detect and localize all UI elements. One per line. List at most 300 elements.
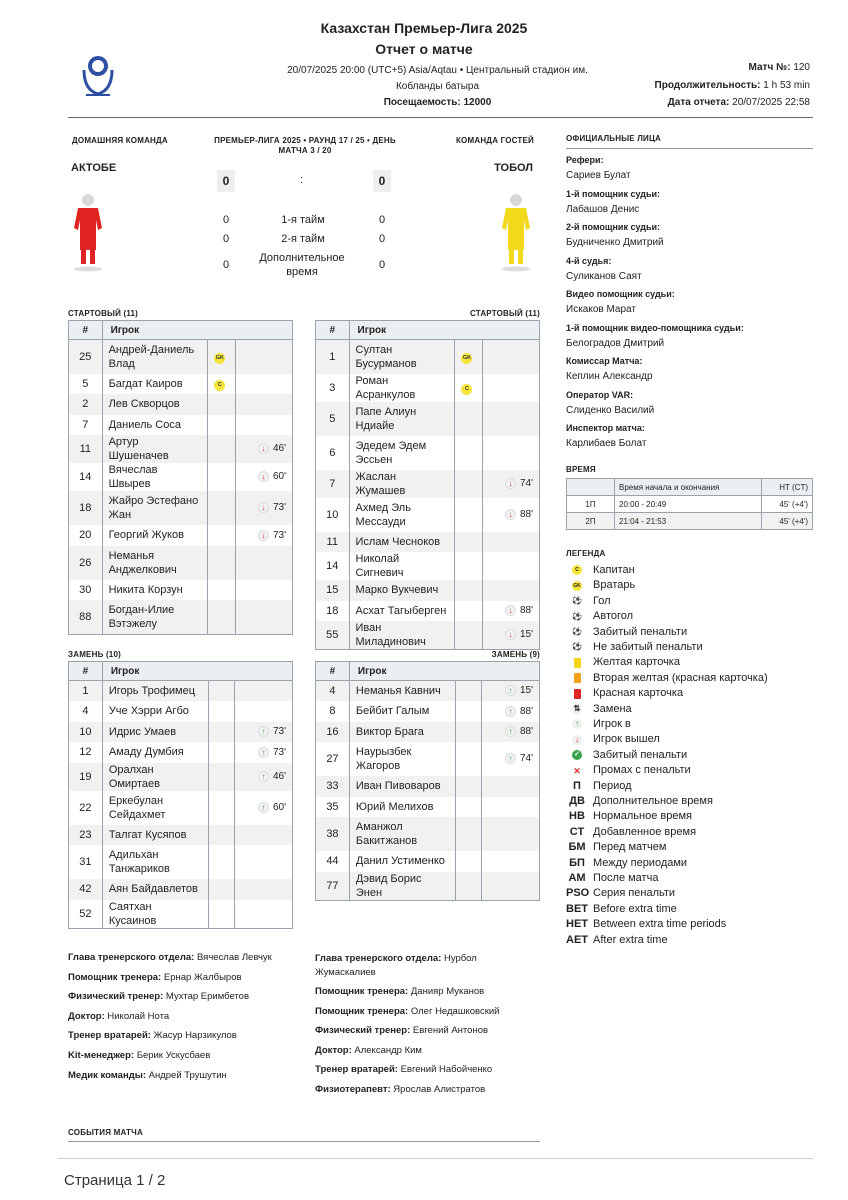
goal-icon: ⚽ — [572, 596, 582, 606]
player-badge — [208, 340, 235, 374]
away-subs-label: ЗАМЕНЬ (9) — [491, 650, 540, 659]
player-name: Лев Скворцов — [102, 394, 208, 415]
player-badge — [208, 374, 235, 395]
home-kit-icon — [72, 192, 104, 277]
captain-icon — [566, 563, 588, 578]
player-number: 22 — [69, 791, 103, 825]
penalty-miss-icon — [566, 640, 588, 655]
official-role: 1-й помощник видео-помощника судьи: — [566, 322, 744, 333]
legend-item — [566, 856, 687, 871]
player-badge — [455, 436, 482, 470]
time-table — [566, 478, 813, 530]
official-name: Лабашов Денис — [566, 203, 640, 215]
own-goal-icon — [566, 609, 588, 624]
home-team-label: ДОМАШНЯЯ КОМАНДА — [72, 136, 168, 145]
legend-item — [566, 871, 658, 886]
player-event — [235, 340, 292, 374]
player-number: 4 — [69, 701, 103, 722]
player-number: 19 — [69, 763, 103, 791]
official-name: Будниченко Дмитрий — [566, 237, 664, 248]
official-name: Карлибаев Болат — [566, 438, 647, 449]
table-row — [316, 580, 540, 601]
player-name: Виктор Брага — [349, 722, 455, 743]
player-event — [235, 763, 293, 791]
event-minute: 60' — [272, 471, 286, 483]
player-name: Марко Вукчевич — [349, 580, 455, 601]
legend-label: Вторая желтая (красная карточка) — [593, 671, 768, 684]
penalty-goal-icon — [566, 625, 588, 640]
legend-label: Период — [593, 779, 632, 792]
legend-item — [566, 578, 635, 593]
player-number: 6 — [316, 436, 350, 470]
footer-divider — [58, 1158, 813, 1159]
penalty-scored-icon — [566, 748, 588, 763]
half-score-row-extra: 0 Дополнительное время 0 — [222, 252, 386, 278]
col-player: Игрок — [349, 662, 539, 681]
table-row — [69, 491, 293, 525]
legend-item — [566, 640, 703, 655]
player-out-icon: ↓ — [505, 629, 516, 640]
report-date: Дата отчета: 20/07/2025 22:58 — [667, 97, 810, 108]
league-logo — [80, 52, 116, 98]
player-event — [235, 435, 292, 463]
penalty-missed-icon — [566, 763, 588, 778]
col-number: # — [69, 321, 103, 340]
legend-item — [566, 933, 668, 948]
player-number: 35 — [316, 797, 350, 818]
player-out-icon: ↓ — [505, 509, 516, 520]
penalty-goal-icon: ⚽ — [572, 626, 582, 636]
event-minute: 60' — [272, 802, 286, 814]
legend-item — [566, 840, 666, 855]
table-row — [316, 817, 540, 851]
away-team-name: ТОБОЛ — [494, 162, 533, 174]
table-row — [316, 621, 540, 650]
player-event — [235, 394, 292, 415]
player-badge — [208, 491, 235, 525]
player-number: 2 — [69, 394, 103, 415]
table-row — [69, 435, 293, 463]
player-name: Андрей-Даниель Влад — [102, 340, 208, 374]
player-badge — [209, 742, 235, 763]
player-name: Эдедем Эдем Эссьен — [349, 436, 455, 470]
player-number: 3 — [316, 374, 350, 402]
legend-item — [566, 671, 768, 686]
player-in-icon — [566, 717, 588, 732]
goal-icon — [566, 594, 588, 609]
player-event — [482, 601, 539, 622]
player-event — [482, 681, 540, 702]
away-team-label: КОМАНДА ГОСТЕЙ — [455, 136, 534, 145]
player-badge — [455, 742, 481, 776]
player-name: Никита Корзун — [102, 580, 208, 601]
player-number: 14 — [69, 463, 103, 491]
legend-item — [566, 702, 632, 717]
event-minute: 46' — [272, 443, 286, 455]
report-subtitle: Отчет о матче — [375, 41, 473, 57]
player-number: 10 — [69, 722, 103, 743]
legend-title: ЛЕГЕНДА — [566, 549, 606, 558]
substitution-icon — [566, 702, 588, 717]
player-number: 52 — [69, 900, 103, 929]
player-name: Ахмед Эль Мессауди — [349, 498, 455, 532]
player-event — [235, 879, 293, 900]
captain-icon: C — [572, 565, 582, 575]
player-name: Неманья Анджелкович — [102, 546, 208, 580]
player-event — [482, 797, 540, 818]
event-minute: 88' — [519, 509, 533, 521]
header-divider — [68, 117, 813, 118]
player-in-icon: ↑ — [505, 753, 516, 764]
player-name: Багдат Каиров — [102, 374, 208, 395]
time-period: 1П — [567, 496, 615, 513]
player-name: Артур Шушеначев — [102, 435, 208, 463]
player-out-icon: ↓ — [258, 471, 269, 482]
legend-item — [566, 917, 726, 932]
time-range: 20:00 - 20:49 — [615, 496, 762, 513]
player-badge — [208, 415, 235, 436]
player-event — [235, 742, 293, 763]
table-row — [316, 374, 540, 402]
official-role: Рефери: — [566, 155, 604, 165]
player-event — [235, 463, 292, 491]
player-badge — [455, 701, 481, 722]
player-number: 11 — [69, 435, 103, 463]
time-col-range: Время начала и окончания — [615, 479, 762, 496]
player-out-icon — [566, 732, 588, 747]
home-subs-label: ЗАМЕНЬ (10) — [68, 650, 121, 659]
official-name: Слиденко Василий — [566, 404, 655, 416]
staff-entry: Физический тренер: Евгений Антонов — [315, 1025, 489, 1037]
legend-label: Забитый пенальти — [593, 625, 688, 638]
player-name: Игорь Трофимец — [102, 681, 208, 702]
player-event — [482, 851, 540, 872]
player-badge — [455, 722, 481, 743]
official-name: Сариев Булат — [566, 170, 631, 181]
player-badge — [455, 374, 482, 402]
home-starting-table — [68, 320, 293, 635]
event-minute: 46' — [272, 771, 286, 783]
player-badge — [455, 851, 481, 872]
legend-item — [566, 794, 713, 809]
legend-label: Игрок в — [593, 718, 631, 730]
legend-item — [566, 609, 633, 624]
legend-item — [566, 686, 683, 701]
player-event — [482, 742, 540, 776]
legend-abbr: BET — [566, 902, 588, 915]
player-number: 16 — [316, 722, 350, 743]
player-number: 18 — [69, 491, 103, 525]
player-badge — [455, 601, 482, 622]
player-number: 1 — [316, 340, 350, 374]
red-card-icon — [574, 689, 581, 699]
legend-label: Серия пенальти — [593, 887, 676, 900]
table-row — [69, 463, 293, 491]
player-name: Бейбит Галым — [349, 701, 455, 722]
event-minute: 88' — [519, 705, 533, 717]
legend-abbr: АМ — [568, 872, 586, 884]
legend-item — [566, 779, 632, 794]
table-row — [69, 722, 293, 743]
player-name: Вячеслав Швырев — [102, 463, 208, 491]
player-number: 7 — [316, 470, 350, 498]
staff-entry: Тренер вратарей: Жасур Нарзикулов — [68, 1030, 237, 1042]
player-event — [482, 580, 539, 601]
staff-entry: Доктор: Николай Нота — [68, 1010, 170, 1022]
player-in-icon: ↑ — [258, 771, 269, 782]
player-badge — [208, 600, 235, 634]
legend-label: После матча — [593, 872, 659, 884]
table-row — [316, 402, 540, 436]
table-row — [316, 470, 540, 498]
legend-abbr: П — [573, 779, 581, 792]
player-badge — [455, 817, 481, 851]
player-badge — [455, 498, 482, 532]
player-event — [235, 791, 293, 825]
player-badge — [209, 791, 235, 825]
home-score: 0 — [217, 170, 235, 192]
home-starting-label: СТАРТОВЫЙ (11) — [68, 309, 139, 318]
player-badge — [208, 394, 235, 415]
player-event — [482, 498, 539, 532]
official-name: Кеплин Александр — [566, 371, 653, 382]
legend-item — [566, 809, 692, 824]
player-number: 30 — [69, 580, 103, 601]
player-name: Уче Хэрри Агбо — [102, 701, 208, 722]
legend-item — [566, 748, 687, 763]
round-info: ПРЕМЬЕР-ЛИГА 2025 • РАУНД 17 / 25 • ДЕНЬ МАТЧА 3 / 20 — [214, 136, 396, 155]
legend-item — [566, 763, 691, 778]
table-row — [316, 601, 540, 622]
legend-label: Добавленное время — [593, 825, 697, 838]
player-badge — [455, 580, 482, 601]
player-badge — [455, 621, 482, 650]
goalkeeper-icon: GK — [573, 582, 581, 589]
player-in-icon: ↑ — [258, 726, 269, 737]
legend-item — [566, 655, 680, 670]
substitution-icon: ⇅ — [573, 703, 581, 713]
player-number: 1 — [69, 681, 103, 702]
staff-entry: Тренер вратарей: Евгений Набойченко — [315, 1064, 493, 1076]
table-row — [316, 436, 540, 470]
player-in-icon: ↑ — [258, 747, 269, 758]
player-name: Богдан-Илие Вэтэжелу — [102, 600, 208, 634]
player-number: 5 — [316, 402, 350, 436]
player-number: 18 — [316, 601, 350, 622]
player-event — [482, 621, 539, 650]
table-row — [316, 722, 540, 743]
player-badge — [209, 681, 235, 702]
player-badge — [455, 681, 481, 702]
report-title: Казахстан Премьер-Лига 2025 — [320, 20, 528, 36]
player-in-icon: ↑ — [258, 802, 269, 813]
player-name: Асхат Тагыберген — [349, 601, 455, 622]
player-number: 26 — [69, 546, 103, 580]
table-row — [316, 498, 540, 532]
player-number: 31 — [69, 845, 103, 879]
player-number: 10 — [316, 498, 350, 532]
table-row — [69, 763, 293, 791]
table-row — [69, 879, 293, 900]
staff-entry: Помощник тренера: Олег Недашковский — [315, 1005, 500, 1017]
player-out-icon: ↓ — [258, 530, 269, 541]
table-row — [69, 900, 293, 929]
event-minute: 74' — [519, 478, 533, 490]
officials-title: ОФИЦИАЛЬНЫЕ ЛИЦА — [566, 134, 661, 143]
player-name: Талгат Кусяпов — [102, 825, 208, 846]
yellow-card-icon — [574, 658, 581, 668]
red-card-icon — [566, 686, 588, 701]
legend-item — [566, 825, 696, 840]
player-name: Неманья Кавнич — [349, 681, 455, 702]
legend-item — [566, 563, 635, 578]
player-in-icon: ↑ — [505, 726, 516, 737]
away-starting-label: СТАРТОВЫЙ (11) — [469, 309, 540, 318]
player-event — [482, 374, 539, 402]
player-event — [235, 845, 293, 879]
player-badge — [208, 580, 235, 601]
legend-item — [566, 886, 675, 901]
match-datetime-venue: 20/07/2025 20:00 (UTC+5) Asia/Aqtau • Центральный стадион им. Кобланды батыра Посещаемость: 12000 — [287, 65, 588, 108]
staff-entry: Доктор: Александр Ким — [315, 1044, 422, 1056]
table-row — [69, 415, 293, 436]
legend-label: Дополнительное время — [593, 795, 713, 807]
staff-entry: Глава тренерского отдела: Вячеслав Левчук — [68, 952, 272, 963]
player-number: 42 — [69, 879, 103, 900]
player-name: Идрис Умаев — [102, 722, 208, 743]
player-number: 77 — [316, 872, 350, 901]
official-role: Оператор VAR: — [566, 389, 634, 400]
legend-label: Капитан — [593, 564, 635, 576]
table-header — [316, 321, 540, 340]
legend-label: Промах с пенальти — [593, 764, 691, 777]
legend-label: Автогол — [593, 610, 634, 623]
event-minute: 88' — [519, 726, 533, 738]
player-name: Иван Пивоваров — [349, 776, 455, 797]
penalty-missed-icon: ✕ — [573, 765, 581, 776]
player-event — [235, 681, 293, 702]
table-row — [69, 600, 293, 634]
player-name: Жаслан Жумашев — [349, 470, 455, 498]
player-event — [482, 701, 540, 722]
player-in-icon: ↑ — [572, 719, 582, 729]
table-row — [316, 681, 540, 702]
table-row — [69, 791, 293, 825]
player-event — [235, 374, 292, 395]
events-divider — [68, 1141, 540, 1142]
time-title: ВРЕМЯ — [566, 465, 596, 474]
table-row — [316, 872, 540, 901]
player-event — [235, 580, 292, 601]
player-in-icon: ↑ — [505, 706, 516, 717]
legend-label: Не забитый пенальти — [593, 641, 703, 653]
legend-item — [566, 902, 677, 917]
table-row — [316, 532, 540, 553]
time-ht: 45' (+4') — [762, 496, 813, 513]
player-number: 38 — [316, 817, 350, 851]
player-badge — [209, 701, 235, 722]
legend-label: Игрок вышел — [593, 733, 660, 746]
col-player: Игрок — [349, 321, 539, 340]
captain-icon: C — [461, 384, 472, 395]
second-yellow-icon — [566, 671, 588, 686]
second-yellow-icon — [574, 673, 581, 683]
player-name: Иван Миладинович — [349, 621, 455, 650]
player-name: Саятхан Кусаинов — [102, 900, 208, 929]
player-name: Юрий Мелихов — [349, 797, 455, 818]
player-badge — [208, 463, 235, 491]
legend-label: After extra time — [593, 933, 668, 946]
player-name: Аян Байдавлетов — [102, 879, 208, 900]
player-badge — [455, 470, 482, 498]
legend-label: Between extra time periods — [593, 918, 727, 931]
table-row — [316, 851, 540, 872]
player-number: 20 — [69, 525, 103, 546]
table-row — [69, 340, 293, 374]
official-name: Белоградов Дмитрий — [566, 337, 665, 349]
player-out-icon: ↓ — [505, 478, 516, 489]
player-name: Аманжол Бакитжанов — [349, 817, 455, 851]
player-number: 14 — [316, 552, 350, 580]
legend-abbr: БМ — [568, 841, 586, 854]
player-number: 5 — [69, 374, 103, 395]
event-minute: 73' — [272, 529, 286, 541]
player-badge — [455, 552, 482, 580]
col-number: # — [316, 662, 350, 681]
legend-abbr: HET — [566, 918, 588, 931]
player-number: 8 — [316, 701, 350, 722]
staff-entry: Помощник тренера: Данияр Муканов — [315, 986, 485, 997]
event-minute: 73' — [272, 502, 286, 514]
away-kit-icon — [500, 192, 532, 277]
goalkeeper-icon: GK — [214, 353, 225, 364]
player-event — [235, 825, 293, 846]
legend-abbr: СТ — [569, 825, 585, 838]
legend-label: Перед матчем — [593, 841, 667, 854]
home-team-name: АКТОБЕ — [71, 162, 117, 174]
player-badge — [455, 340, 482, 374]
away-staff-head: Глава тренерского отдела: Нурбол Жумаскалиев — [315, 953, 477, 978]
player-badge — [209, 825, 235, 846]
legend-item — [566, 625, 687, 640]
officials-divider — [566, 148, 813, 149]
table-header — [69, 662, 293, 681]
event-minute: 15' — [519, 685, 533, 697]
official-role: Инспектор матча: — [566, 423, 645, 433]
table-row — [69, 681, 293, 702]
table-row — [69, 701, 293, 722]
player-name: Данил Устименко — [349, 851, 455, 872]
player-out-icon: ↓ — [258, 443, 269, 454]
legend-item — [566, 717, 631, 732]
staff-entry: Помощник тренера: Ернар Жалбыров — [68, 971, 242, 983]
legend-label: Нормальное время — [593, 810, 692, 823]
player-in-icon: ↑ — [505, 685, 516, 696]
player-badge — [455, 872, 481, 901]
yellow-card-icon — [566, 655, 588, 670]
legend-abbr: ДВ — [569, 795, 585, 807]
player-badge — [455, 532, 482, 553]
player-badge — [208, 525, 235, 546]
official-name: Искаков Марат — [566, 304, 636, 315]
match-events-label: СОБЫТИЯ МАТЧА — [68, 1128, 143, 1137]
table-row — [69, 374, 293, 395]
official-role: Видео помощник судьи: — [566, 289, 675, 299]
time-range: 21:04 - 21:53 — [615, 513, 762, 530]
player-number: 27 — [316, 742, 350, 776]
col-number: # — [316, 321, 350, 340]
player-event — [235, 722, 293, 743]
